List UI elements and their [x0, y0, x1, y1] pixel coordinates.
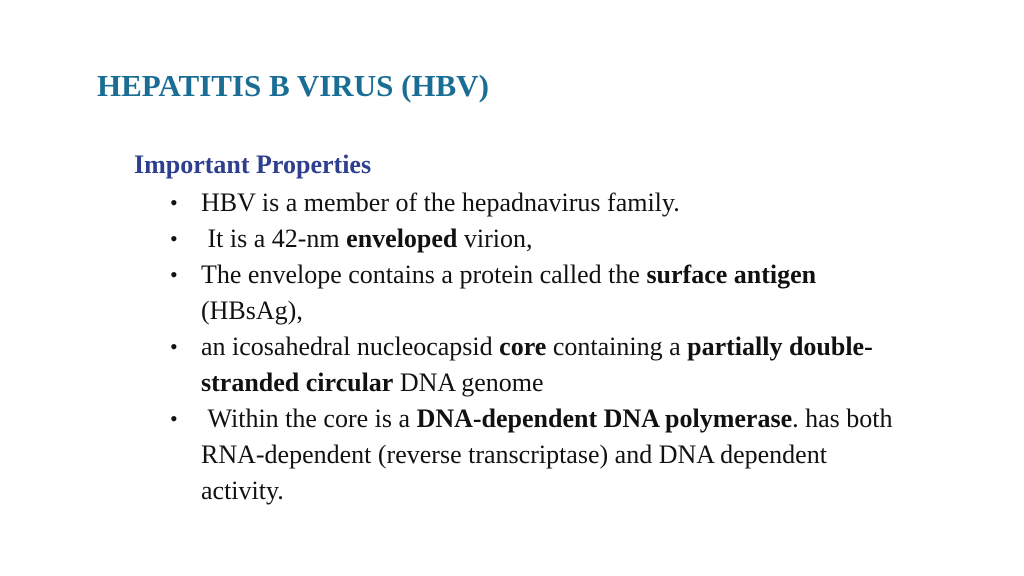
bullet-marker: •: [170, 406, 178, 431]
bullet-text: The envelope contains a protein called the: [201, 260, 647, 289]
bullet-text: Within the core is a: [201, 404, 417, 433]
bullet-item-dna-polymerase: [170, 401, 910, 509]
bullet-text: It is a 42-nm: [201, 224, 347, 253]
bullet-marker: •: [170, 226, 178, 251]
bullet-text: containing a: [546, 332, 688, 361]
bullet-text-bold: partially double-stranded circular: [201, 332, 873, 397]
bullet-list: [170, 185, 910, 509]
bullet-item-surface-antigen: [170, 257, 910, 329]
bullet-text: . has both RNA-dependent (reverse transcriptase) and DNA dependent activity.: [201, 404, 899, 505]
section-heading: Important Properties: [134, 150, 372, 179]
bullet-marker: •: [170, 334, 178, 359]
bullet-marker: •: [170, 262, 178, 287]
bullet-text-bold: core: [499, 332, 547, 361]
bullet-text: virion,: [457, 224, 533, 253]
bullet-item-hepadnavirus-family: [170, 185, 910, 221]
bullet-text: HBV is a member of the hepadnavirus family.: [201, 188, 680, 217]
bullet-text-bold: DNA-dependent DNA polymerase: [416, 404, 793, 433]
bullet-text: DNA genome: [393, 368, 544, 397]
bullet-text: an icosahedral nucleocapsid: [201, 332, 500, 361]
bullet-item-enveloped-virion: [170, 221, 910, 257]
bullet-text: (HBsAg),: [201, 260, 823, 325]
bullet-marker: •: [170, 190, 178, 215]
slide-title: HEPATITIS B VIRUS (HBV): [97, 68, 489, 103]
bullet-text-bold: enveloped: [346, 224, 458, 253]
bullet-item-nucleocapsid-core: [170, 329, 910, 401]
bullet-text-bold: surface antigen: [646, 260, 817, 289]
